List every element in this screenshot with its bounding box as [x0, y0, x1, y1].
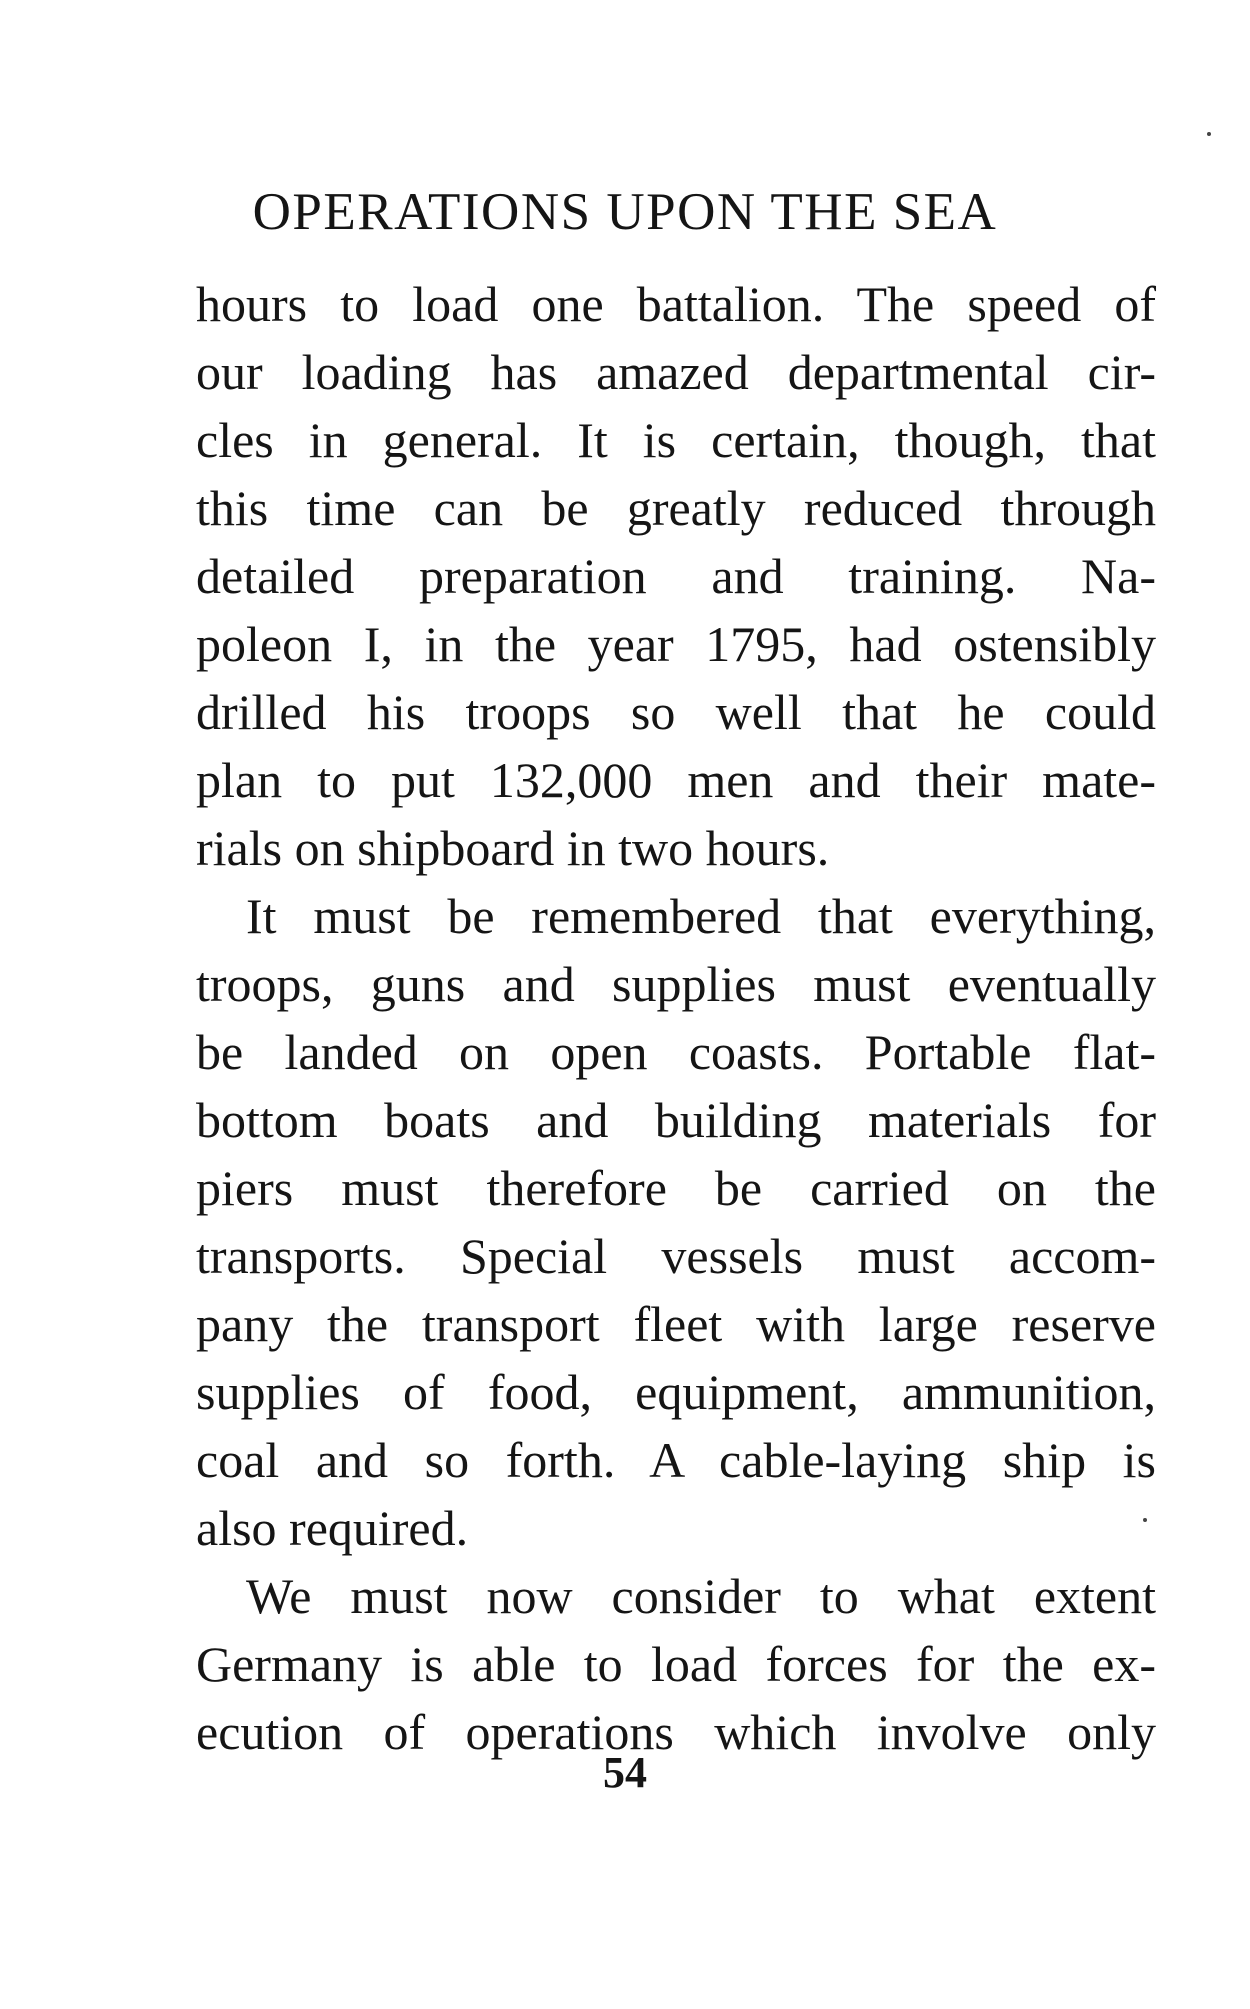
body-text: [196, 270, 1156, 1766]
text-line: supplies of food, equipment, ammunition,: [196, 1364, 1156, 1420]
text-line: bottom boats and building materials for: [196, 1092, 1156, 1148]
text-line: be landed on open coasts. Portable flat-: [196, 1024, 1156, 1080]
text-line: We must now consider to what extent: [246, 1568, 1156, 1624]
text-line: coal and so forth. A cable-laying ship is: [196, 1432, 1156, 1488]
ink-speck: [1143, 1518, 1147, 1522]
text-line: rials on shipboard in two hours.: [196, 820, 830, 876]
text-line: also required.: [196, 1500, 469, 1556]
text-line: cles in general. It is certain, though, that: [196, 412, 1156, 468]
running-head: OPERATIONS UPON THE SEA: [252, 183, 998, 241]
text-line: pany the transport fleet with large reserve: [196, 1296, 1156, 1352]
text-line: ecution of operations which involve only: [196, 1704, 1156, 1760]
text-line: troops, guns and supplies must eventually: [196, 956, 1156, 1012]
text-line: transports. Special vessels must accom-: [196, 1228, 1156, 1284]
text-line: poleon I, in the year 1795, had ostensibly: [196, 616, 1156, 672]
text-line: plan to put 132,000 men and their mate-: [196, 752, 1156, 808]
text-line: drilled his troops so well that he could: [196, 684, 1156, 740]
text-line: piers must therefore be carried on the: [196, 1160, 1156, 1216]
text-line: It must be remembered that everything,: [246, 888, 1156, 944]
text-line: hours to load one battalion. The speed of: [196, 276, 1156, 332]
page-number: 54: [603, 1748, 647, 1797]
text-line: this time can be greatly reduced through: [196, 480, 1156, 536]
text-line: Germany is able to load forces for the ex-: [196, 1636, 1156, 1692]
text-line: detailed preparation and training. Na-: [196, 548, 1156, 604]
ink-speck: [1207, 132, 1211, 136]
text-line: our loading has amazed departmental cir-: [196, 344, 1156, 400]
